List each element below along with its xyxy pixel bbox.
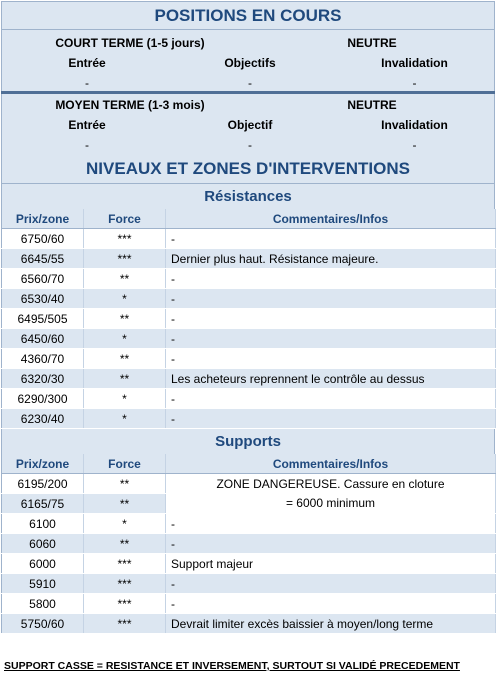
price-column-header: Prix/zone xyxy=(2,209,84,229)
table-row xyxy=(2,514,496,534)
court-invalidation-value: - xyxy=(412,76,417,90)
table-row xyxy=(2,614,496,634)
court-entry-label: Entrée xyxy=(68,56,106,70)
table-row xyxy=(2,534,496,554)
price-cell: 4360/70 xyxy=(2,349,84,369)
comment-cell: - xyxy=(166,534,496,554)
table-row xyxy=(2,594,496,614)
comment-cell: - xyxy=(166,229,496,249)
price-cell: 6290/300 xyxy=(2,389,84,409)
table-row xyxy=(2,554,496,574)
table-header xyxy=(2,209,496,229)
merged-comment-line1: ZONE DANGEREUSE. Cassure en cloture xyxy=(216,476,445,491)
footer-note: SUPPORT CASSE = RESISTANCE ET INVERSEMENT, SURTOUT SI VALIDÉ PRECEDEMENT xyxy=(4,660,460,672)
comment-cell: - xyxy=(166,409,496,429)
price-cell: 6495/505 xyxy=(2,309,84,329)
table-row xyxy=(2,229,496,249)
comment-cell: Dernier plus haut. Résistance majeure. xyxy=(166,249,496,269)
price-cell: 5750/60 xyxy=(2,614,84,634)
court-entry-value: - xyxy=(85,76,89,90)
moyen-entry-value: - xyxy=(85,138,89,152)
moyen-invalidation-value: - xyxy=(412,138,417,152)
force-cell: ** xyxy=(84,269,166,289)
comment-cell: - xyxy=(166,389,496,409)
moyen-target-label: Objectif xyxy=(227,118,273,132)
zones-title: NIVEAUX ET ZONES D'INTERVENTIONS xyxy=(1,155,495,184)
trading-sheet xyxy=(1,1,495,634)
table-row xyxy=(2,329,496,349)
comment-cell: Les acheteurs reprennent le contrôle au dessus xyxy=(166,369,496,389)
comment-cell: - xyxy=(166,309,496,329)
moyen-entry-label: Entrée xyxy=(68,118,106,132)
moyen-terme-block xyxy=(1,94,495,155)
force-cell: *** xyxy=(84,614,166,634)
force-cell: * xyxy=(84,514,166,534)
price-cell: 6750/60 xyxy=(2,229,84,249)
price-cell: 6320/30 xyxy=(2,369,84,389)
force-cell: ** xyxy=(84,369,166,389)
price-column-header: Prix/zone xyxy=(2,454,84,474)
price-cell: 5910 xyxy=(2,574,84,594)
price-cell: 6165/75 xyxy=(2,494,84,514)
force-cell: ** xyxy=(84,309,166,329)
table-row xyxy=(2,309,496,329)
force-column-header: Force xyxy=(84,454,166,474)
price-cell: 6560/70 xyxy=(2,269,84,289)
table-row xyxy=(2,369,496,389)
force-cell: *** xyxy=(84,554,166,574)
table-header xyxy=(2,454,496,474)
comment-cell: Support majeur xyxy=(166,554,496,574)
court-invalidation-label: Invalidation xyxy=(381,56,448,70)
resistances-title: Résistances xyxy=(1,184,495,209)
table-row xyxy=(2,474,496,494)
resistances-table xyxy=(1,209,496,429)
force-cell: * xyxy=(84,289,166,309)
force-cell: *** xyxy=(84,249,166,269)
moyen-invalidation-label: Invalidation xyxy=(381,118,448,132)
price-cell: 6100 xyxy=(2,514,84,534)
force-cell: ** xyxy=(84,534,166,554)
force-cell: * xyxy=(84,409,166,429)
supports-title: Supports xyxy=(1,429,495,454)
table-row xyxy=(2,349,496,369)
force-cell: ** xyxy=(84,474,166,494)
force-cell: *** xyxy=(84,229,166,249)
comment-cell: - xyxy=(166,574,496,594)
price-cell: 6195/200 xyxy=(2,474,84,494)
price-cell: 6530/40 xyxy=(2,289,84,309)
comments-column-header: Commentaires/Infos xyxy=(166,454,496,474)
table-row xyxy=(2,409,496,429)
court-terme-status: NEUTRE xyxy=(347,36,397,50)
comments-column-header: Commentaires/Infos xyxy=(166,209,496,229)
price-cell: 6000 xyxy=(2,554,84,574)
force-column-header: Force xyxy=(84,209,166,229)
force-cell: *** xyxy=(84,574,166,594)
positions-title: POSITIONS EN COURS xyxy=(1,1,495,30)
court-target-label: Objectifs xyxy=(224,56,276,70)
court-terme-block xyxy=(1,30,495,91)
comment-cell: - xyxy=(166,349,496,369)
table-row xyxy=(2,574,496,594)
comment-cell: - xyxy=(166,594,496,614)
comment-cell: - xyxy=(166,289,496,309)
price-cell: 6230/40 xyxy=(2,409,84,429)
table-row xyxy=(2,289,496,309)
price-cell: 6060 xyxy=(2,534,84,554)
force-cell: * xyxy=(84,329,166,349)
supports-table xyxy=(1,454,496,634)
court-terme-label: COURT TERME (1-5 jours) xyxy=(55,36,205,50)
force-cell: ** xyxy=(84,349,166,369)
moyen-terme-label: MOYEN TERME (1-3 mois) xyxy=(55,98,205,112)
table-row xyxy=(2,389,496,409)
price-cell: 6450/60 xyxy=(2,329,84,349)
merged-comment-line2: = 6000 minimum xyxy=(285,495,376,510)
comment-cell: - xyxy=(166,329,496,349)
court-target-value: - xyxy=(248,76,252,90)
moyen-terme-status: NEUTRE xyxy=(347,98,397,112)
force-cell: ** xyxy=(84,494,166,514)
comment-cell: - xyxy=(166,269,496,289)
comment-cell: - xyxy=(166,514,496,534)
table-row xyxy=(2,249,496,269)
table-row xyxy=(2,269,496,289)
price-cell: 5800 xyxy=(2,594,84,614)
merged-comment-cell xyxy=(166,474,496,514)
comment-cell: Devrait limiter excès baissier à moyen/long terme xyxy=(166,614,496,634)
price-cell: 6645/55 xyxy=(2,249,84,269)
force-cell: *** xyxy=(84,594,166,614)
moyen-target-value: - xyxy=(248,138,252,152)
force-cell: * xyxy=(84,389,166,409)
